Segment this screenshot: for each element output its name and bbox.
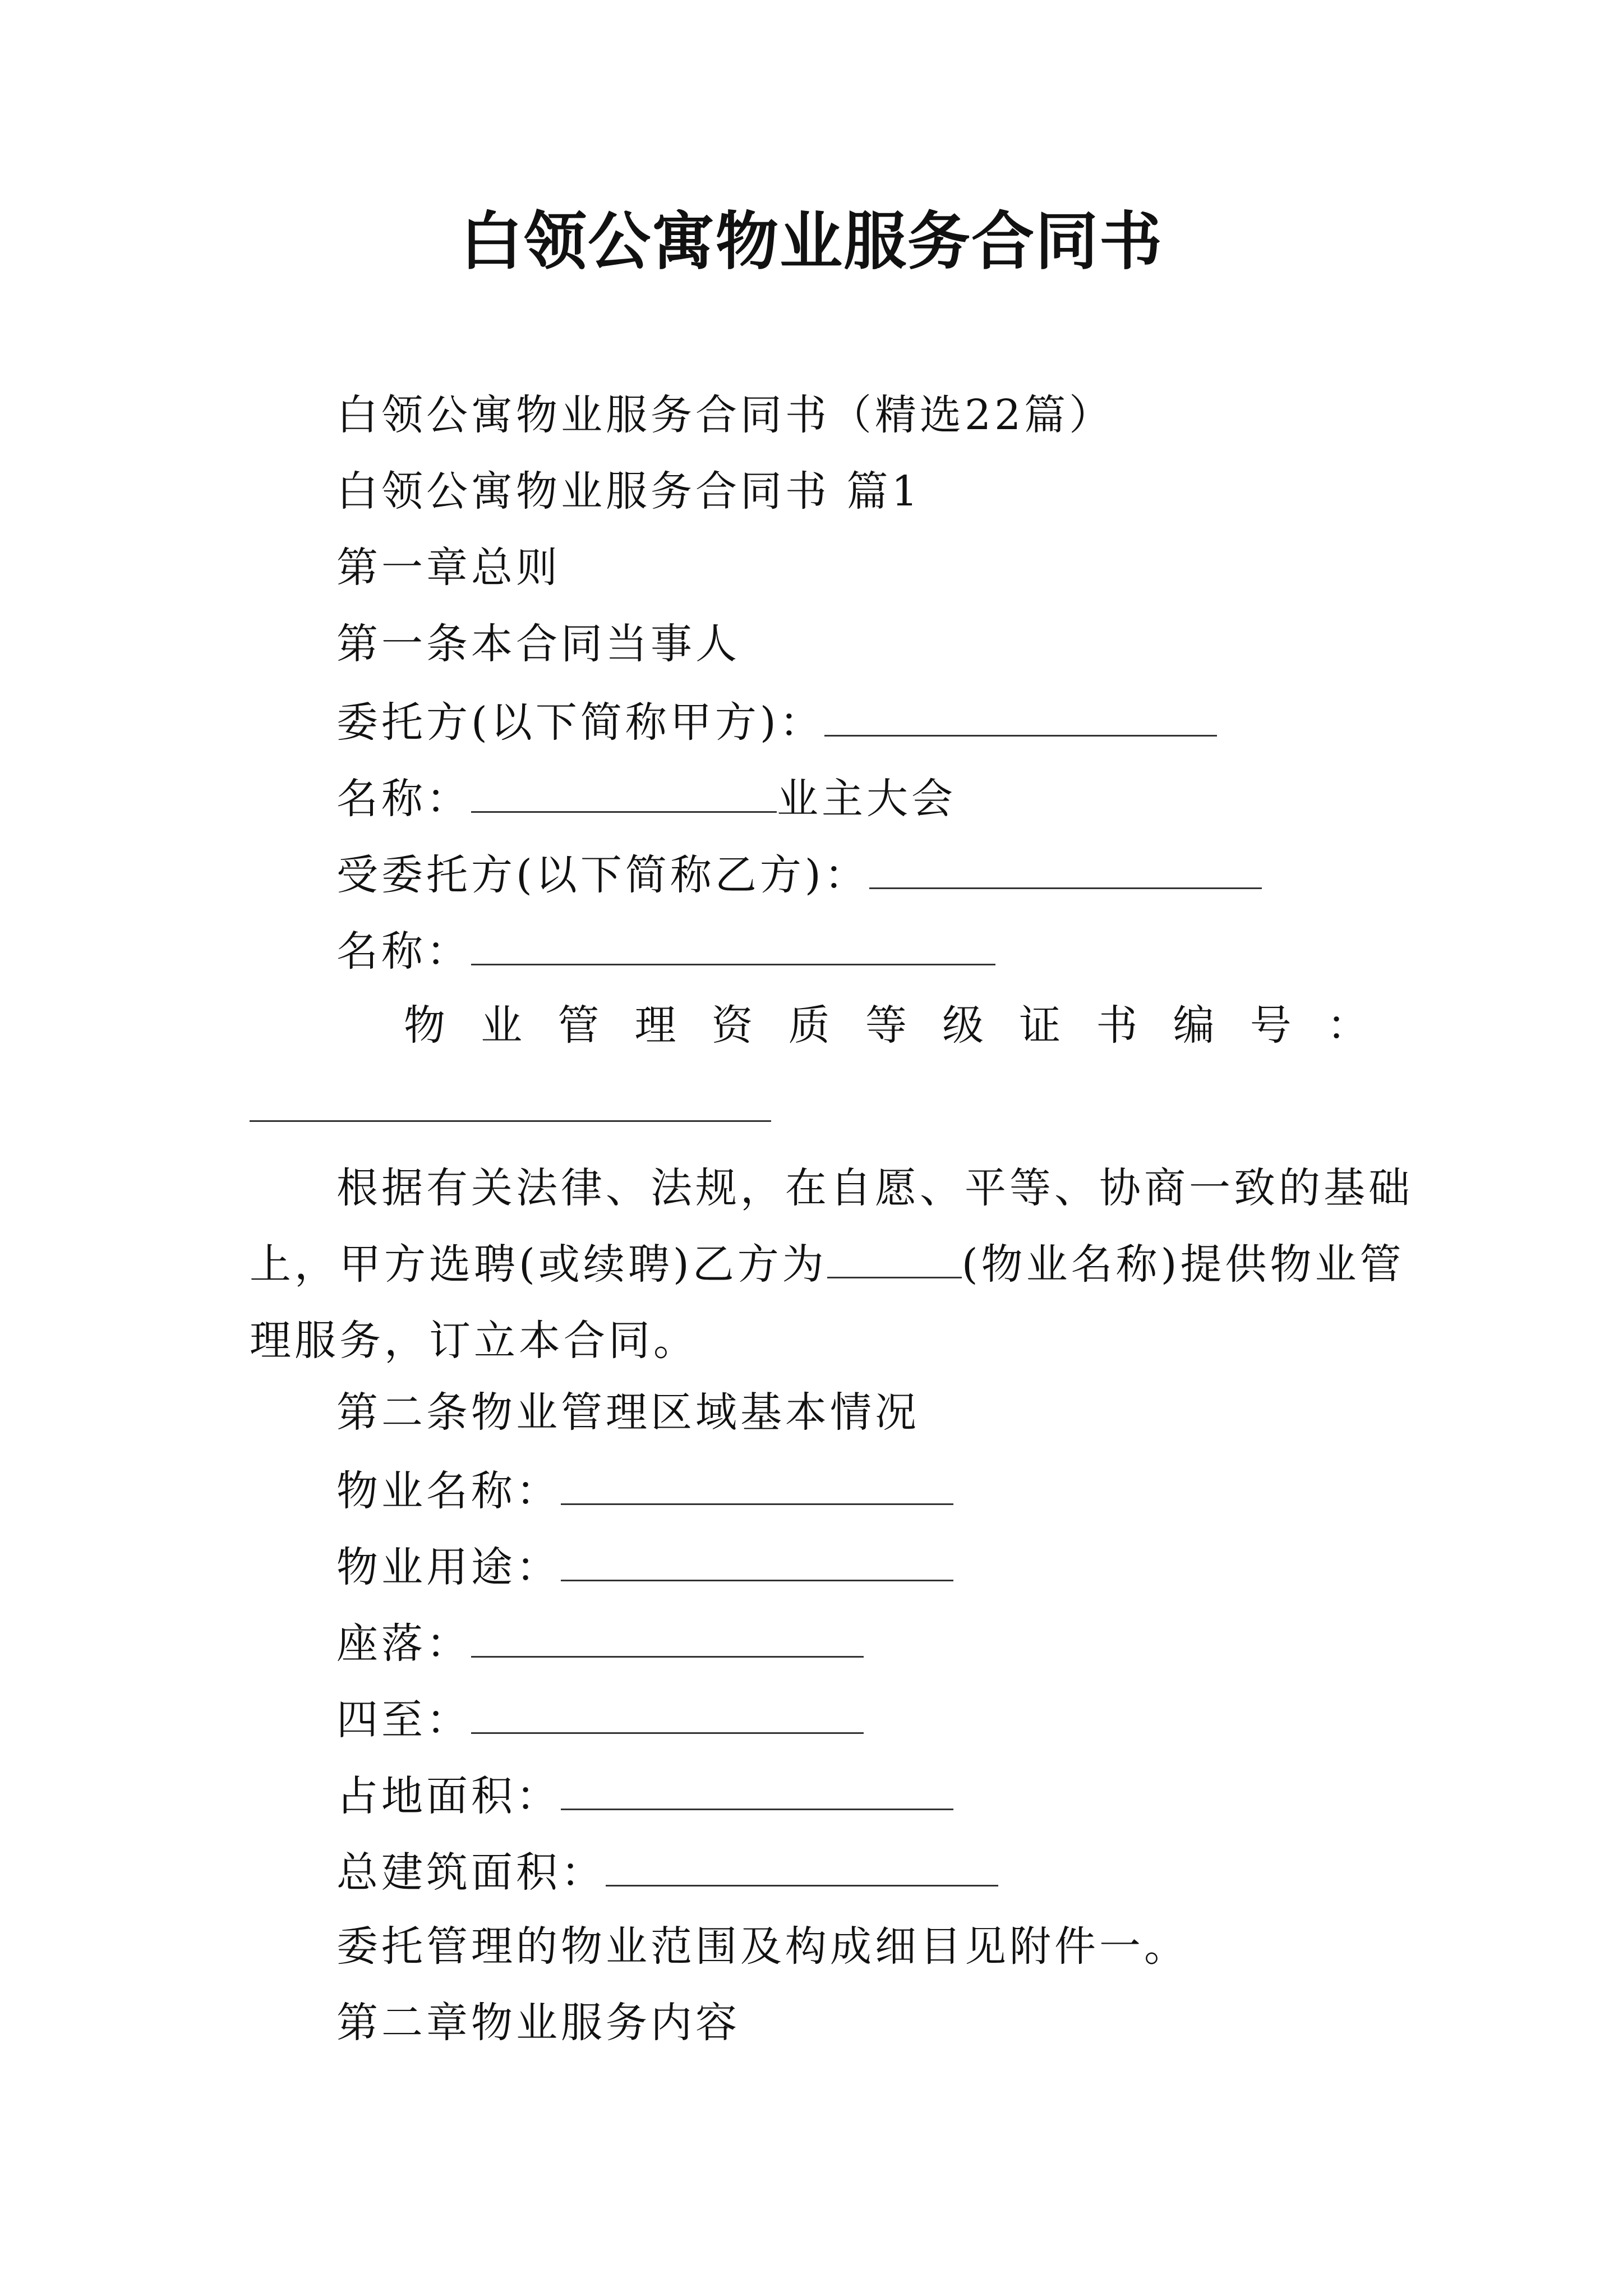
name-label-2: 名称： — [336, 927, 471, 976]
cert-char: 级 — [942, 1001, 984, 1050]
cert-char: 管 — [557, 1001, 600, 1050]
paragraph-line-2-start: 上，甲方选聘(或续聘)乙方为 — [250, 1240, 827, 1289]
cert-char: 业 — [481, 1001, 523, 1050]
chapter-1-heading: 第一章总则 — [336, 544, 561, 592]
building-area-blank — [606, 1842, 998, 1887]
article-1-heading: 第一条本合同当事人 — [336, 620, 740, 668]
name-line-2 — [336, 921, 995, 979]
building-area-label: 总建筑面积： — [336, 1848, 606, 1897]
paragraph-line-2-end: (物业名称)提供物业管 — [961, 1240, 1405, 1289]
property-name-label: 物业名称： — [336, 1467, 561, 1515]
cert-char: 书 — [1096, 1001, 1138, 1050]
cert-char: 编 — [1173, 1001, 1215, 1050]
name-line-1 — [336, 769, 956, 827]
document-subtitle: 白领公寓物业服务合同书（精选22篇） — [336, 391, 1114, 439]
cert-char: 质 — [788, 1001, 830, 1050]
location-line — [336, 1613, 864, 1672]
land-area-label: 占地面积： — [336, 1772, 561, 1820]
paragraph-line-3: 理服务，订立本合同。 — [250, 1317, 698, 1365]
building-area-line — [336, 1842, 998, 1901]
scope-note: 委托管理的物业范围及构成细目见附件一。 — [336, 1922, 1189, 1971]
article-2-heading: 第二条物业管理区域基本情况 — [336, 1388, 920, 1437]
boundaries-line — [336, 1690, 864, 1748]
chapter-2-heading: 第二章物业服务内容 — [336, 1999, 740, 2047]
name-blank-1 — [471, 769, 777, 813]
party-a-line — [336, 692, 1217, 751]
certificate-number-line — [404, 997, 1368, 1053]
cert-char: 证 — [1019, 1001, 1061, 1050]
cert-char: 等 — [865, 1001, 907, 1050]
party-b-label: 受委托方(以下简称乙方)： — [336, 851, 869, 899]
cert-char: 资 — [711, 1001, 753, 1050]
certificate-number-blank — [250, 1120, 771, 1122]
location-label: 座落： — [336, 1619, 471, 1668]
document-title: 白领公寓物业服务合同书 — [460, 205, 1163, 278]
property-name-blank — [561, 1461, 953, 1505]
property-name-line — [336, 1461, 953, 1519]
party-a-blank — [824, 692, 1217, 737]
name-blank-2 — [471, 921, 995, 965]
party-a-label: 委托方(以下简称甲方)： — [336, 698, 824, 747]
boundaries-label: 四至： — [336, 1696, 471, 1744]
boundaries-blank — [471, 1690, 864, 1734]
paragraph-line-1: 根据有关法律、法规，在自愿、平等、协商一致的基础 — [336, 1164, 1413, 1212]
property-use-label: 物业用途： — [336, 1543, 561, 1591]
paragraph-line-2 — [250, 1226, 1405, 1303]
cert-char: 理 — [634, 1001, 676, 1050]
location-blank — [471, 1613, 864, 1658]
land-area-blank — [561, 1766, 953, 1810]
land-area-line — [336, 1766, 953, 1824]
cert-char: ： — [1326, 1001, 1368, 1050]
party-b-line — [336, 845, 1262, 903]
name-label-1: 名称： — [336, 775, 471, 823]
owners-assembly-text: 业主大会 — [777, 775, 956, 823]
section-heading: 白领公寓物业服务合同书 篇1 — [336, 467, 921, 516]
party-b-blank — [869, 845, 1262, 889]
property-use-blank — [561, 1537, 953, 1581]
property-use-line — [336, 1537, 953, 1595]
cert-char: 号 — [1249, 1001, 1292, 1050]
property-name-inline-blank — [827, 1237, 962, 1278]
cert-char: 物 — [404, 1001, 445, 1050]
